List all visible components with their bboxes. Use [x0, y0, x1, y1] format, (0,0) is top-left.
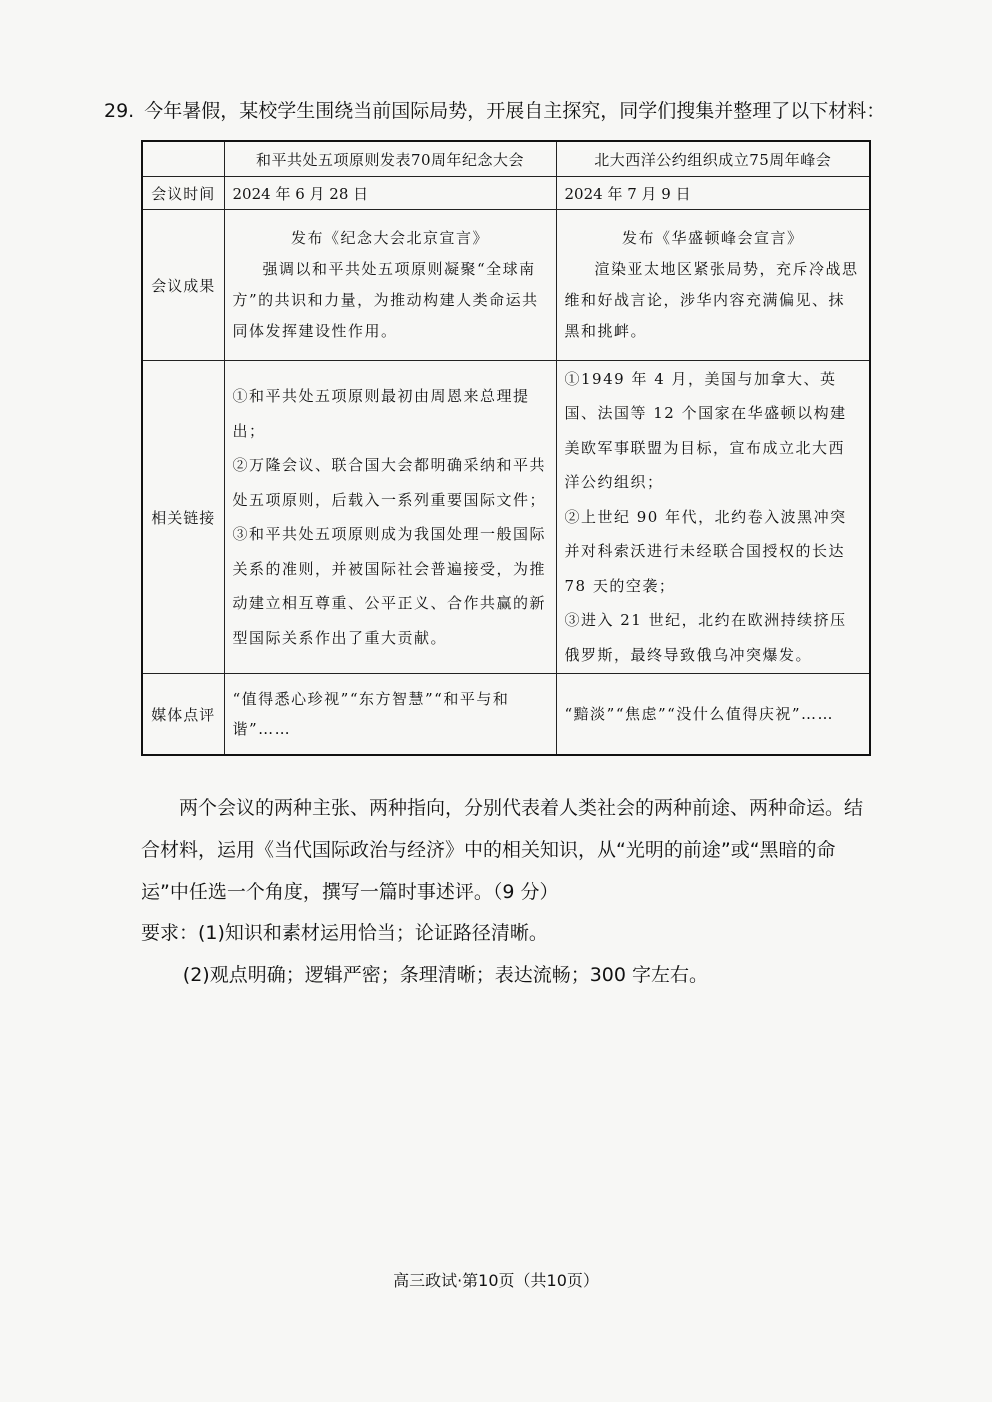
- task-prompt: 两个会议的两种主张、两种指向，分别代表着人类社会的两种前途、两种命运。结合材料，运用《当代国际政治与经济》中的相关知识，从“光明的前途”或“黑暗的命运”中任选一个角度，撰写一篇时事述评。（9 分）: [141, 797, 864, 903]
- link-item-nato-2: ②上世纪 90 年代，北约卷入波黑冲突并对科索沃进行未经联合国授权的长达 78 天的空袭；: [564, 507, 847, 595]
- cell-links-nato: [556, 361, 870, 674]
- requirement-2: (2)观点明确；逻辑严密；条理清晰；表达流畅；300 字左右。: [182, 964, 709, 986]
- row-label-result: 会议成果: [142, 210, 224, 361]
- cell-time-nato: 2024 年 7 月 9 日: [556, 177, 870, 210]
- requirement-1: 要求：(1)知识和素材运用恰当；论证路径清晰。: [141, 922, 548, 944]
- cell-media-nato: “黯淡”“焦虑”“没什么值得庆祝”……: [556, 674, 870, 756]
- cell-media-peace: “值得悉心珍视”“东方智慧”“和平与和谐”……: [224, 674, 556, 756]
- cell-time-peace: 2024 年 6 月 28 日: [224, 177, 556, 210]
- declaration-title-washington: 发布《华盛顿峰会宣言》: [621, 229, 804, 247]
- table-corner-cell: [142, 141, 224, 177]
- table-header-row: [142, 141, 870, 177]
- table-row-media: [142, 674, 870, 756]
- cell-result-nato: [556, 210, 870, 361]
- materials-table: [141, 140, 871, 756]
- declaration-title-beijing: 发布《纪念大会北京宣言》: [290, 229, 489, 247]
- link-item-peace-2: ②万隆会议、联合国大会都明确采纳和平共处五项原则，后载入一系列重要国际文件；: [232, 456, 547, 509]
- question-intro-text: 今年暑假，某校学生围绕当前国际局势，开展自主探究，同学们搜集并整理了以下材料：: [144, 100, 886, 122]
- link-item-nato-1: ①1949 年 4 月，美国与加拿大、英国、法国等 12 个国家在华盛顿以构建美欧军事联盟为目标，宣布成立北大西洋公约组织；: [564, 369, 847, 492]
- row-label-time: 会议时间: [142, 177, 224, 210]
- table-row-links: [142, 361, 870, 674]
- link-item-peace-3: ③和平共处五项原则成为我国处理一般国际关系的准则，并被国际社会普遍接受，为推动建立相互尊重、公平正义、合作共赢的新型国际关系作出了重大贡献。: [232, 525, 547, 647]
- table-row-result: [142, 210, 870, 361]
- table-row-time: [142, 177, 870, 210]
- column-header-peace-conference: 和平共处五项原则发表70周年纪念大会: [224, 141, 556, 177]
- column-header-nato-summit: 北大西洋公约组织成立75周年峰会: [556, 141, 870, 177]
- page-footer: 高三政试·第10页（共10页）: [393, 1271, 599, 1290]
- link-item-nato-3: ③进入 21 世纪，北约在欧洲持续挤压俄罗斯，最终导致俄乌冲突爆发。: [564, 611, 847, 664]
- declaration-body-beijing: 强调以和平共处五项原则凝聚“全球南方”的共识和力量，为推动构建人类命运共同体发挥建设性作用。: [232, 260, 539, 340]
- row-label-media: 媒体点评: [142, 674, 224, 756]
- declaration-body-washington: 渲染亚太地区紧张局势，充斥冷战思维和好战言论，涉华内容充满偏见、抹黑和挑衅。: [564, 260, 859, 340]
- cell-links-peace: [224, 361, 556, 674]
- row-label-links: 相关链接: [142, 361, 224, 674]
- link-item-peace-1: ①和平共处五项原则最初由周恩来总理提出；: [232, 387, 530, 440]
- question-number: 29.: [104, 100, 135, 122]
- cell-result-peace: [224, 210, 556, 361]
- question-intro: [104, 96, 884, 126]
